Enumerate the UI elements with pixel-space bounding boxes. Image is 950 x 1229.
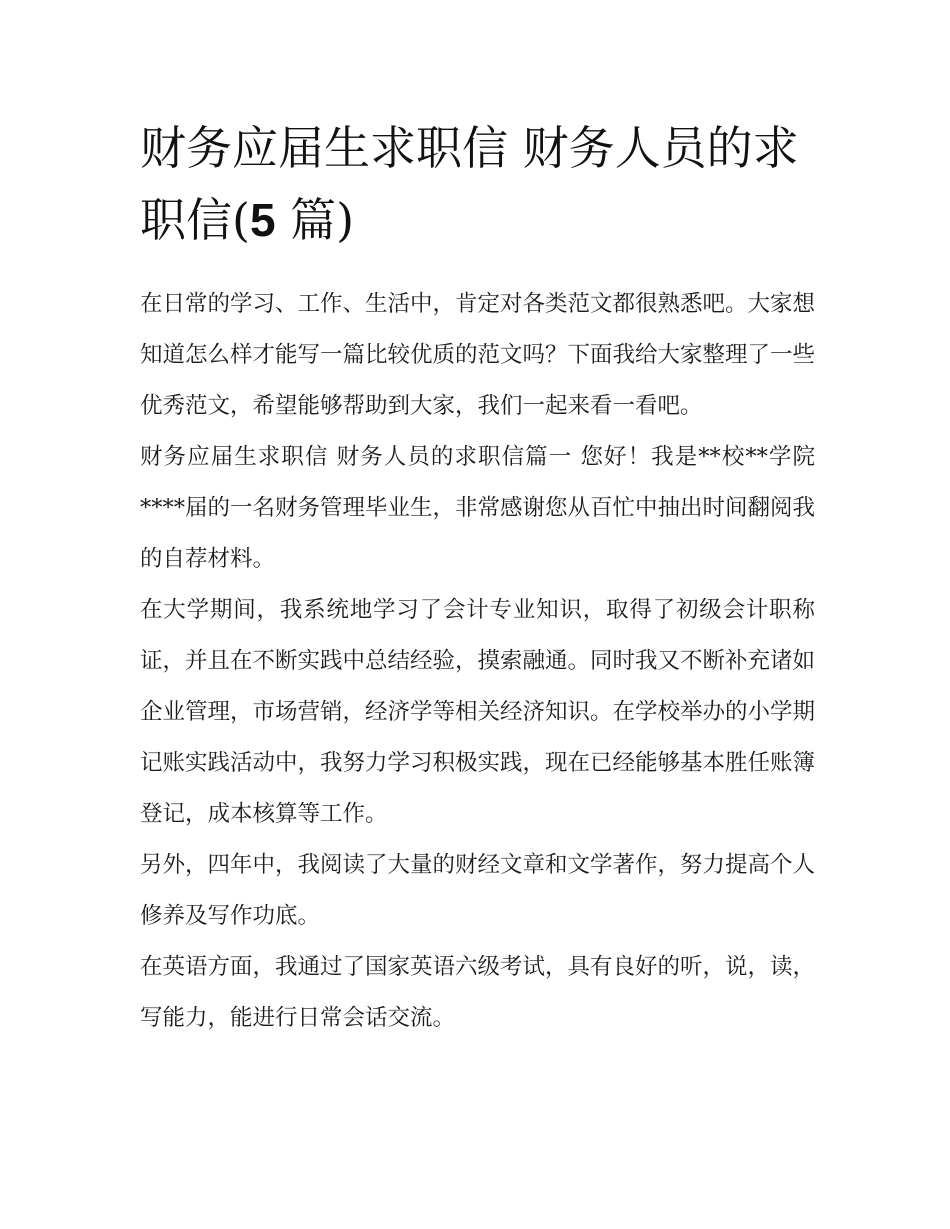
paragraph-english: 在英语方面，我通过了国家英语六级考试，具有良好的听，说，读，写能力，能进行日常会话交流。 — [140, 954, 816, 1031]
paragraph-letter-opening: 财务应届生求职信 财务人员的求职信篇一 您好！我是**校**学院****届的一名财务管理毕业生，非常感谢您从百忙中抽出时间翻阅我的自荐材料。 — [140, 444, 816, 572]
paragraph-reading: 另外，四年中，我阅读了大量的财经文章和文学著作，努力提高个人修养及写作功底。 — [140, 852, 816, 929]
document-title — [140, 112, 840, 256]
paragraph-intro: 在日常的学习、工作、生活中，肯定对各类范文都很熟悉吧。大家想知道怎么样才能写一篇比较优质的范文吗？下面我给大家整理了一些优秀范文，希望能够帮助到大家，我们一起来看一看吧。 — [140, 291, 816, 419]
title-text-part2: 篇) — [275, 193, 355, 247]
document-body — [140, 279, 815, 1044]
title-text-part1: 财务应届生求职信 财务人员的求职信( — [140, 121, 799, 247]
paragraph-university-study: 在大学期间，我系统地学习了会计专业知识，取得了初级会计职称证，并且在不断实践中总结经验，摸索融通。同时我又不断补充诸如企业管理，市场营销，经济学等相关经济知识。在学校举办的小学期记账实践活动中，我努力学习积极实践，现在已经能够基本胜任账簿登记，成本核算等工作。 — [140, 597, 816, 827]
title-number: 5 — [249, 194, 276, 246]
